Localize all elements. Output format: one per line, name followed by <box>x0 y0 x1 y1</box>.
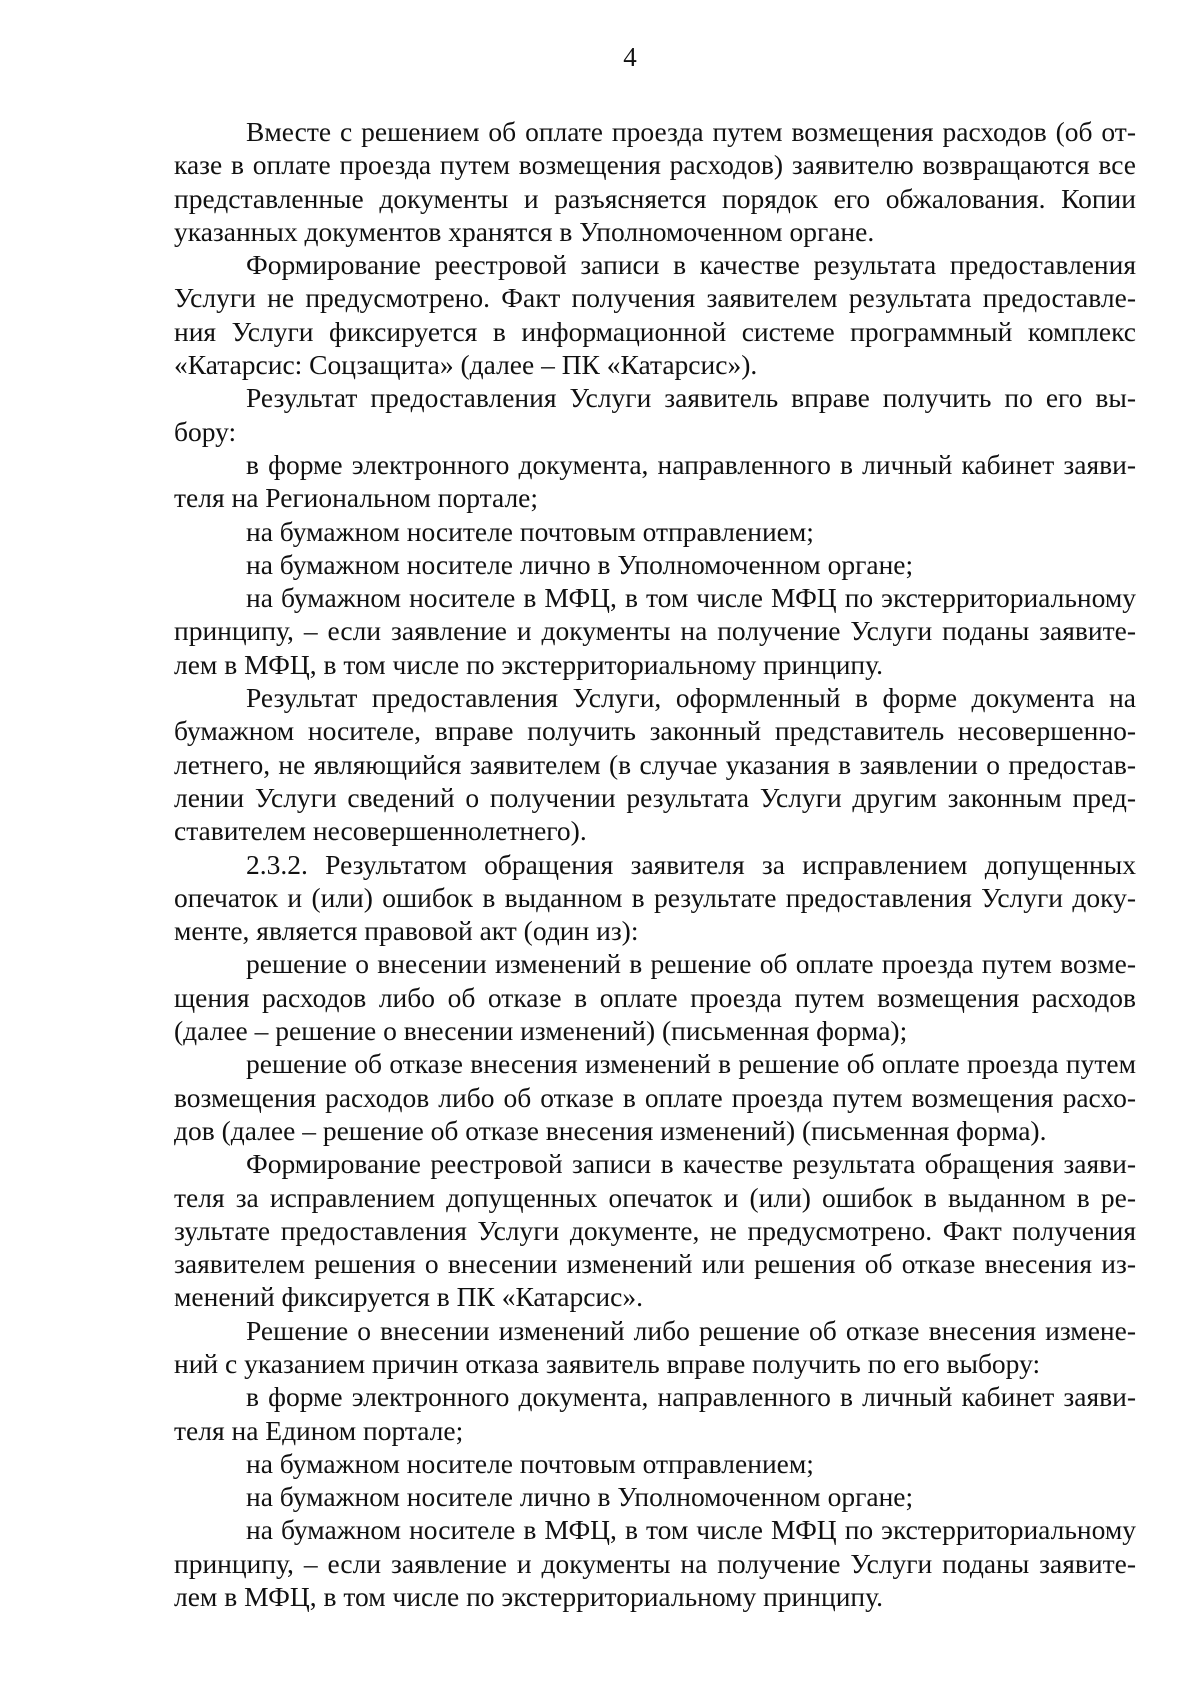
list-item: на бумажном носителе почтовым отправлением; <box>246 1447 814 1479</box>
page-number: 4 <box>623 42 637 72</box>
paragraph: Вместе с решением об оплате проезда путем возмещения расходов (об отказе в оплате проезда путем возмещения расходов) заявителю возвращаются все представленные документы и разъясняется порядок его обжалования. Копии указанных документов хранятся в Уполномоченном органе. <box>174 116 1136 247</box>
list-item: на бумажном носителе в МФЦ, в том числе МФЦ по экстерриториальному принципу, – если заявление и документы на получение Услуги поданы заявителем в МФЦ, в том числе по экстерриториальному принципу. <box>174 1514 1136 1613</box>
list-item: на бумажном носителе почтовым отправлением; <box>246 515 814 547</box>
paragraph: Решение о внесении изменений либо решение об отказе внесения изменений с указанием причин отказа заявитель вправе получить по его выбору: <box>174 1314 1136 1379</box>
document-body <box>174 115 1136 1613</box>
list-item: решение об отказе внесения изменений в решение об оплате проезда путем возмещения расходов либо об отказе в оплате проезда путем возмещения расходов (далее – решение об отказе внесения изменений) (письменная форма). <box>174 1048 1136 1146</box>
paragraph: Формирование реестровой записи в качестве результата предоставления Услуги не предусмотрено. Факт получения заявителем результата предоставления Услуги фиксируется в информационной системе программный комплекс «Катарсис: Соцзащита» (далее – ПК «Катарсис»). <box>174 249 1136 381</box>
list-item: в форме электронного документа, направленного в личный кабинет заявителя на Региональном портале; <box>174 448 1136 514</box>
paragraph: Результат предоставления Услуги заявитель вправе получить по его выбору: <box>174 382 1136 447</box>
section-paragraph: 2.3.2. Результатом обращения заявителя за исправлением допущенных опечаток и (или) ошибок в выданном в результате предоставления Услуги документе, является правовой акт (один из): <box>174 848 1136 947</box>
list-item: на бумажном носителе в МФЦ, в том числе МФЦ по экстерриториальному принципу, – если заявление и документы на получение Услуги поданы заявителем в МФЦ, в том числе по экстерриториальному принципу. <box>174 582 1136 680</box>
paragraph: Формирование реестровой записи в качестве результата обращения заявителя за исправлением допущенных опечаток и (или) ошибок в выданном в результате предоставления Услуги документе, не предусмотрено. Факт получения заявителем решения о внесении изменений или решения об отказе внесения изменений фиксируется в ПК «Катарсис». <box>174 1148 1136 1313</box>
list-item: на бумажном носителе лично в Уполномоченном органе; <box>246 1481 914 1513</box>
list-item: в форме электронного документа, направленного в личный кабинет заявителя на Едином портале; <box>174 1381 1136 1446</box>
list-item: на бумажном носителе лично в Уполномоченном органе; <box>246 548 914 580</box>
paragraph: Результат предоставления Услуги, оформленный в форме документа на бумажном носителе, вправе получить законный представитель несовершеннолетнего, не являющийся заявителем (в случае указания в заявлении о предоставлении Услуги сведений о получении результата Услуги другим законным представителем несовершеннолетнего). <box>174 682 1136 847</box>
list-item: решение о внесении изменений в решение об оплате проезда путем возмещения расходов либо об отказе в оплате проезда путем возмещения расходов (далее – решение о внесении изменений) (письменная форма); <box>174 948 1136 1047</box>
